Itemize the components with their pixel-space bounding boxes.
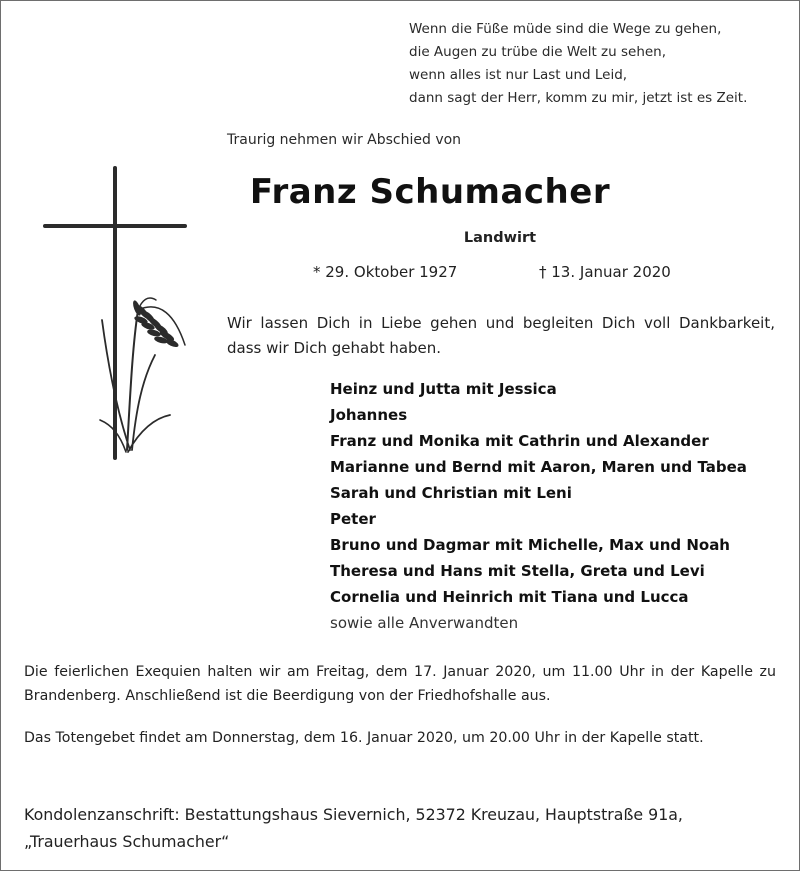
family-member: Sarah und Christian mit Leni <box>330 484 572 502</box>
totengebet-paragraph: Das Totengebet findet am Donnerstag, dem 16. Januar 2020, um 20.00 Uhr in der Kapelle statt. <box>24 730 704 746</box>
condolence-address <box>24 801 784 855</box>
birth-date: * 29. Oktober 1927 <box>313 263 458 281</box>
poem-line: die Augen zu trübe die Welt zu sehen, <box>409 44 667 60</box>
deceased-name: Franz Schumacher <box>249 172 611 212</box>
family-member: Franz und Monika mit Cathrin und Alexander <box>330 432 709 450</box>
farewell-quote: Wir lassen Dich in Liebe gehen und begleiten Dich voll Dankbarkeit, dass wir Dich gehabt haben. <box>227 314 775 357</box>
family-footer: sowie alle Anverwandten <box>330 614 519 632</box>
family-member: Cornelia und Heinrich mit Tiana und Lucca <box>330 588 689 606</box>
poem-line: Wenn die Füße müde sind die Wege zu gehen, <box>409 21 722 37</box>
family-member: Peter <box>330 510 376 528</box>
cross-with-wheat-icon <box>20 150 230 480</box>
family-member: Marianne und Bernd mit Aaron, Maren und Tabea <box>330 458 747 476</box>
condolence-line: Kondolenzanschrift: Bestattungshaus Sievernich, 52372 Kreuzau, Hauptstraße 91a, <box>24 805 683 824</box>
deceased-profession: Landwirt <box>463 230 537 246</box>
family-member: Theresa und Hans mit Stella, Greta und Levi <box>330 562 705 580</box>
poem-line: wenn alles ist nur Last und Leid, <box>409 67 628 83</box>
poem-line: dann sagt der Herr, komm zu mir, jetzt ist es Zeit. <box>409 90 748 106</box>
exequien-paragraph: Die feierlichen Exequien halten wir am Freitag, dem 17. Januar 2020, um 11.00 Uhr in der Kapelle zu Brandenberg. Anschließend ist die Beerdigung von der Friedhofshalle aus. <box>24 664 776 704</box>
family-member: Johannes <box>330 406 408 424</box>
family-member: Heinz und Jutta mit Jessica <box>330 380 557 398</box>
intro-text: Traurig nehmen wir Abschied von <box>227 132 462 148</box>
poem <box>409 18 789 110</box>
family-member: Bruno und Dagmar mit Michelle, Max und Noah <box>330 536 730 554</box>
family-list <box>330 376 790 636</box>
death-date: † 13. Januar 2020 <box>539 263 671 281</box>
condolence-line: „Trauerhaus Schumacher“ <box>24 832 230 851</box>
